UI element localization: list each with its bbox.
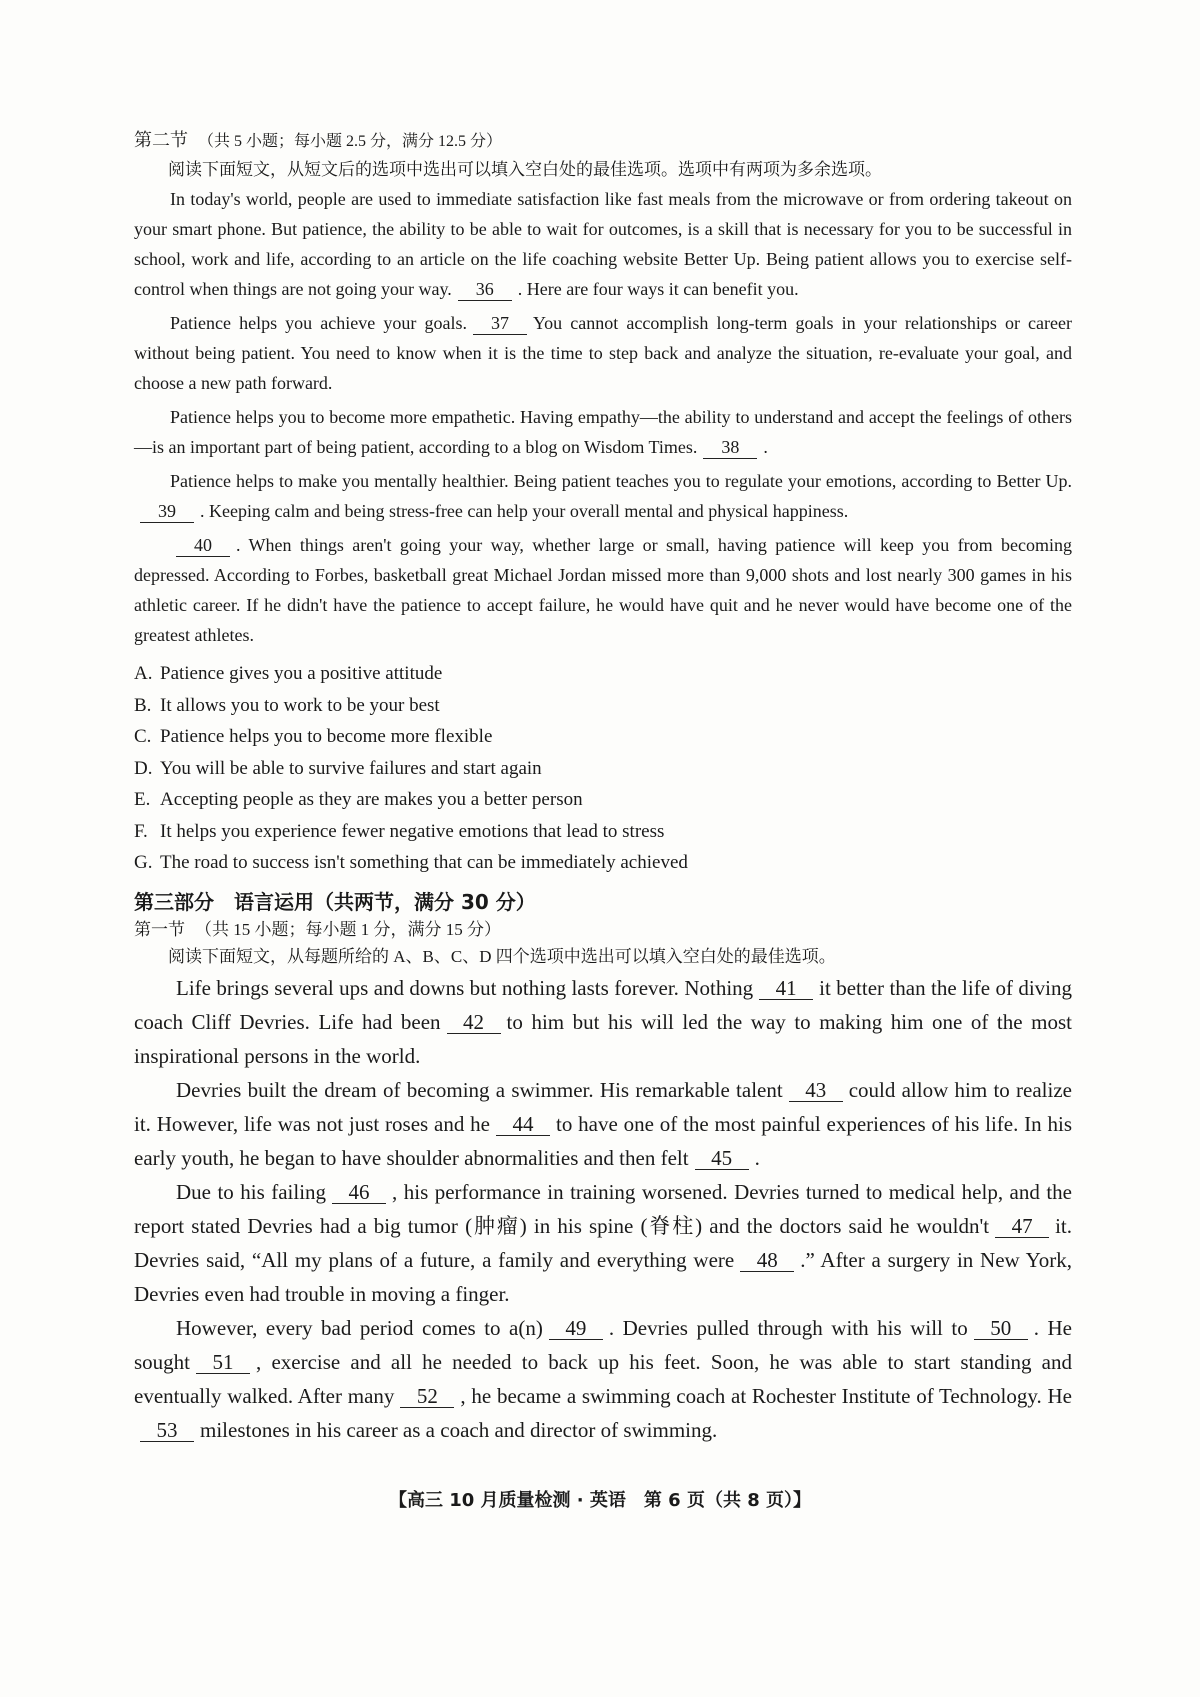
option-e: E. Accepting people as they are makes you a better person [134, 789, 583, 810]
blank-42: 42 [447, 1011, 501, 1034]
blank-40: 40 [176, 534, 230, 557]
blank-52: 52 [400, 1385, 454, 1408]
blank-47: 47 [995, 1215, 1049, 1238]
blank-45: 45 [695, 1147, 749, 1170]
option-f: F. It helps you experience fewer negative emotions that lead to stress [134, 820, 665, 842]
blank-38: 38 [703, 436, 757, 459]
cloze-paragraph-1: Life brings several ups and downs but nothing lasts forever. Nothing 41 it better than the life of diving coach Cliff Devries. Life had been 42 to him but his will led the way to making him one of the most inspirational persons in the world. [134, 975, 1073, 1068]
part-3-title: 第三部分 语言运用（共两节，满分 30 分） [134, 889, 536, 914]
section-2-meta: （共 5 小题；每小题 2.5 分，满分 12.5 分） [198, 133, 503, 150]
passage-paragraph-4: Patience helps to make you mentally healthier. Being patient teaches you to regulate your emotions, according to Better Up.39 . Keeping calm and being stress-free can help your overall mental and physical happiness. [134, 466, 1072, 526]
blank-51: 51 [196, 1351, 250, 1374]
option-c: C. Patience helps you to become more flexible [134, 726, 493, 747]
blank-49: 49 [549, 1317, 603, 1340]
blank-53: 53 [140, 1419, 194, 1442]
cloze-paragraph-2: Devries built the dream of becoming a swimmer. His remarkable talent 43 could allow him to realize it. However, life was not just roses and he 44 to have one of the most painful experiences of his life. In his early youth, he began to have shoulder abnormalities and then felt 45 . [134, 1077, 1072, 1170]
section-2-title: 第二节 [134, 130, 188, 150]
blank-46: 46 [332, 1181, 386, 1204]
part-3-section-1-header [134, 917, 1072, 943]
cloze-paragraph-3: Due to his failing 46 , his performance in training worsened. Devries turned to medical help, and the report stated Devries had a big tumor (肿瘤) in his spine (脊柱) and the doctors said he wouldn't 47 it. Devries said, “All my plans of a future, a family and everything were 48 .” After a surgery in New York, Devries even had trouble in moving a finger. [134, 1179, 1072, 1306]
part-3-instruction: 阅读下面短文，从每题所给的 A、B、C、D 四个选项中选出可以填入空白处的最佳选项。 [168, 946, 836, 966]
answer-options [134, 658, 1072, 879]
option-g: G. The road to success isn't something that can be immediately achieved [134, 852, 688, 873]
passage-paragraph-2: Patience helps you achieve your goals. 37 You cannot accomplish long-term goals in your relationships or career without being patient. You need to know when it is the time to step back and analyze the situation, re-evaluate your goal, and choose a new path forward. [134, 313, 1072, 393]
blank-37: 37 [473, 312, 527, 335]
blank-48: 48 [740, 1249, 794, 1272]
option-b: B. It allows you to work to be your best [134, 694, 440, 716]
blank-41: 41 [759, 977, 813, 1000]
blank-36: 36 [458, 278, 512, 301]
option-a: A. Patience gives you a positive attitude [134, 663, 443, 684]
blank-44: 44 [496, 1113, 550, 1136]
part-3-section-1-title: 第一节 [134, 919, 185, 939]
blank-39: 39 [140, 500, 194, 523]
passage-paragraph-5: 40 . When things aren't going your way, whether large or small, having patience will keep you from becoming depressed. According to Forbes, basketball great Michael Jordan missed more than 9,000 shots and lost nearly 300 games in his athletic career. If he didn't have the patience to accept failure, he would have quit and he never would have become one of the greatest athletes. [134, 535, 1072, 645]
blank-50: 50 [974, 1317, 1028, 1340]
passage-paragraph-3: Patience helps you to become more empathetic. Having empathy—the ability to understand and accept the feelings of others—is an important part of being patient, according to a blog on Wisdom Times. 38 . [134, 407, 1072, 457]
section-2-instruction: 阅读下面短文，从短文后的选项中选出可以填入空白处的最佳选项。选项中有两项为多余选项。 [168, 160, 882, 179]
part-3-section-1-meta: （共 15 小题；每小题 1 分，满分 15 分） [195, 919, 501, 939]
blank-43: 43 [789, 1079, 843, 1102]
section-2-header [134, 126, 1072, 156]
passage-paragraph-1: In today's world, people are used to immediate satisfaction like fast meals from the microwave or from ordering takeout on your smart phone. But patience, the ability to be able to wait for outcomes, is a skill that is necessary for you to be successful in school, work and life, according to an article on the life coaching website Better Up. Being patient allows you to exercise self-control when things are not going your way. 36 . Here are four ways it can benefit you. [134, 189, 1072, 299]
option-d: D. You will be able to survive failures and start again [134, 757, 542, 779]
cloze-paragraph-4: However, every bad period comes to a(n) 49 . Devries pulled through with his will to 50 . He sought 51 , exercise and all he needed to back up his feet. Soon, he was able to start standing and eventually walked. After many 52 , he became a swimming coach at Rochester Institute of Technology. He53 milestones in his career as a coach and director of swimming. [134, 1315, 1073, 1442]
page-footer: 【高三 10 月质量检测 · 英语 第 6 页（共 8 页）】 [388, 1490, 812, 1511]
